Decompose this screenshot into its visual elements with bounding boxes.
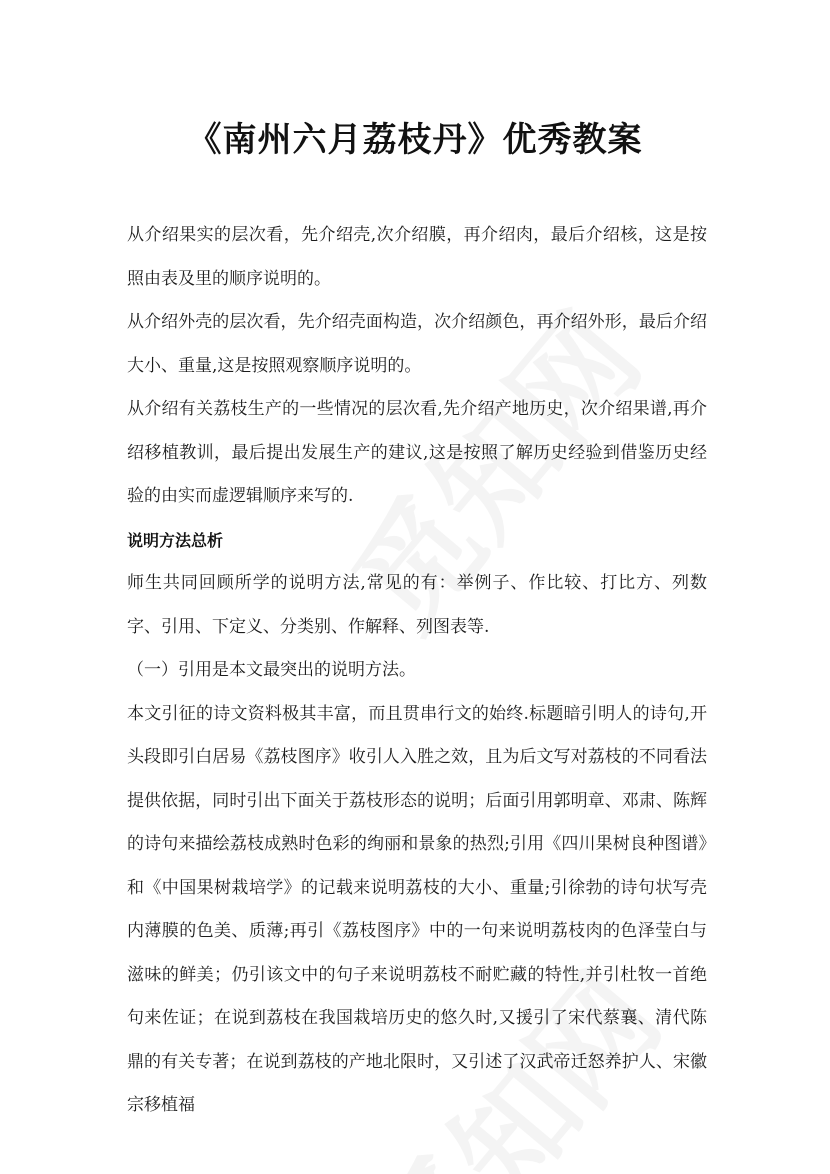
document-body: [127, 214, 707, 1128]
document-title: 《南州六月荔枝丹》优秀教案: [187, 120, 643, 160]
paragraph-citation-subheading: （一）引用是本文最突出的说明方法。: [127, 660, 416, 680]
paragraph-shell-layers: 从介绍外壳的层次看，先介绍壳面构造，次介绍颜色，再介绍外形，最后介绍大小、重量,这是按照观察顺序说明的。: [127, 312, 707, 376]
paragraph-citation-detail: 本文引征的诗文资料极其丰富，而且贯串行文的始终.标题暗引明人的诗句,开头段即引白居易《荔枝图序》收引人入胜之效，且为后文写对荔枝的不同看法提供依据，同时引出下面关于荔枝形态的说明；后面引用郭明章、邓肃、陈辉的诗句来描绘荔枝成熟时色彩的绚丽和景象的热烈;引用《四川果树良种图谱》和《中国果树栽培学》的记载来说明荔枝的大小、重量;引徐勃的诗句状写壳内薄膜的色美、质薄;再引《荔枝图序》中的一句来说明荔枝肉的色泽莹白与滋味的鲜美；仍引该文中的句子来说明荔枝不耐贮藏的特性,并引杜牧一首绝句来佐证；在说到荔枝在我国栽培历史的悠久时,又援引了宋代蔡襄、清代陈鼎的有关专著；在说到荔枝的产地北限时，又引述了汉武帝迁怒养护人、宋徽宗移植福: [127, 703, 707, 1115]
paragraph-fruit-layers: 从介绍果实的层次看，先介绍壳,次介绍膜，再介绍肉，最后介绍核，这是按照由表及里的顺序说明的。: [127, 225, 707, 289]
section-heading: 说明方法总析: [127, 530, 224, 550]
paragraph-production-layers: 从介绍有关荔枝生产的一些情况的层次看,先介绍产地历史，次介绍果谱,再介绍移植教训，最后提出发展生产的建议,这是按照了解历史经验到借鉴历史经验的由实而虚逻辑顺序来写的.: [127, 399, 707, 506]
paragraph-methods-review: 师生共同回顾所学的说明方法,常见的有：举例子、作比较、打比方、列数字、引用、下定义、分类别、作解释、列图表等.: [127, 573, 707, 637]
